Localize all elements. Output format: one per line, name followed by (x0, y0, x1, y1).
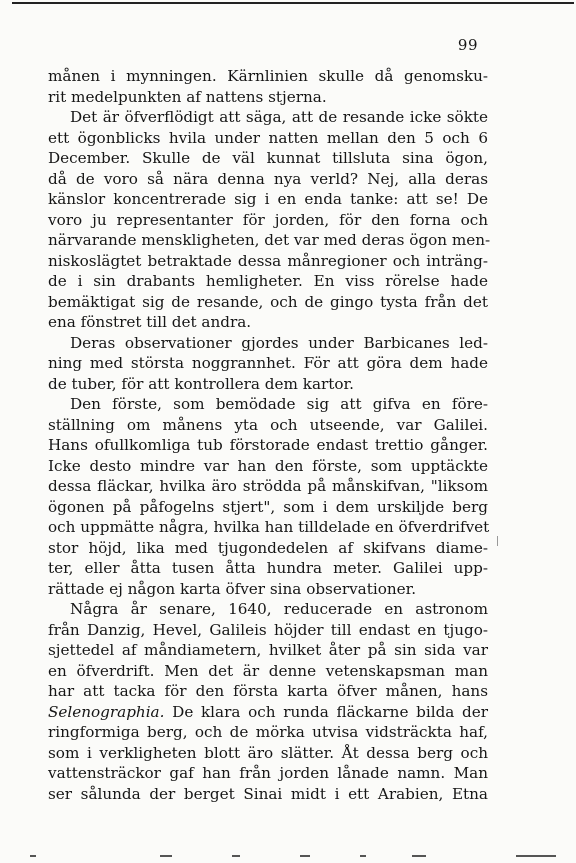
print-mark (30, 855, 36, 857)
text-line: känslor koncentrerade sig i en enda tanke: att se! De (48, 190, 488, 208)
text-line: rättade ej någon karta öfver sina observationer. (48, 579, 417, 598)
text-line: månen i mynningen. Kärnlinien skulle då genomsku- (48, 67, 488, 85)
text-line: som i verkligheten blott äro slätter. Åt dessa berg och (48, 743, 488, 762)
print-mark (412, 855, 426, 857)
text-line: Några år senare, 1640, reducerade en astronom (70, 600, 488, 618)
text-line: närvarande menskligheten, det var med deras ögon men- (48, 231, 491, 249)
text-line: de i sin drabants hemligheter. En viss rörelse hade (48, 272, 488, 290)
text-line: ögonen på påfogelns stjert", som i dem urskiljde berg (48, 497, 488, 516)
text-line: Det är öfverflödigt att säga, att de resande icke sökte (70, 108, 488, 126)
text-span: De klara och runda fläckarne bilda der (172, 702, 488, 721)
text-line: stor höjd, lika med tjugondedelen af skifvans diame- (48, 538, 488, 557)
text-line: och uppmätte några, hvilka han tilldelade en öfverdrifvet (48, 518, 490, 536)
print-mark (516, 855, 556, 857)
book-title: Selenographia. (48, 702, 165, 721)
print-mark (300, 855, 310, 857)
text-line: har att tacka för den första karta öfver månen, hans (48, 682, 488, 700)
margin-mark (497, 536, 498, 546)
text-line: de tuber, för att kontrollera dem kartor. (48, 374, 354, 393)
page-number: 99 (457, 36, 478, 54)
text-line: Den förste, som bemödade sig att gifva en före- (70, 395, 488, 413)
text-line: December. Skulle de väl kunnat tillsluta sina ögon, (48, 149, 488, 167)
bottom-print-marks (0, 852, 576, 860)
text-line: en öfverdrift. Men det är denne vetenskapsman man (48, 661, 488, 680)
text-line: dessa fläckar, hvilka äro strödda på månskifvan, "liksom (48, 477, 488, 495)
text-line: ser sålunda der berget Sinai midt i ett Arabien, Etna (48, 784, 488, 803)
text-line: ringformiga berg, och de mörka utvisa vidsträckta haf, (48, 723, 488, 741)
text-line: ter, eller åtta tusen åtta hundra meter. Galilei upp- (48, 559, 488, 577)
text-line: ett ögonblicks hvila under natten mellan den 5 och 6 (48, 128, 488, 147)
text-line: voro ju representanter för jorden, för den forna och (48, 210, 488, 229)
text-line: ning med största noggrannhet. För att göra dem hade (48, 354, 488, 372)
text-line: niskoslägtet betraktade dessa månregioner och inträng- (48, 251, 488, 270)
body-text (48, 66, 491, 804)
text-line: bemäktigat sig de resande, och de gingo tysta från det (48, 292, 488, 311)
text-line: Icke desto mindre var han den förste, som upptäckte (48, 456, 488, 475)
text-line: ena fönstret till det andra. (48, 313, 252, 331)
text-line: då de voro så nära denna nya verld? Nej, alla deras (48, 169, 488, 188)
text-line: ställning om månens yta och utseende, var Galilei. (48, 415, 488, 434)
print-mark (160, 855, 172, 857)
text-line: från Danzig, Hevel, Galileis höjder till endast en tjugo- (48, 620, 488, 639)
text-line: vattensträckor gaf han från jorden lånade namn. Man (48, 764, 488, 782)
text-line: rit medelpunkten af nattens stjerna. (48, 87, 327, 106)
text-line: Hans ofullkomliga tub förstorade endast trettio gånger. (48, 436, 488, 454)
text-line: Deras observationer gjordes under Barbicanes led- (70, 333, 488, 352)
print-mark (232, 855, 240, 857)
text-line: sjettedel af måndiametern, hvilket åter på sin sida var (48, 641, 488, 659)
print-mark (360, 855, 366, 857)
top-rule (12, 2, 574, 4)
text-line-with-title (48, 702, 488, 723)
